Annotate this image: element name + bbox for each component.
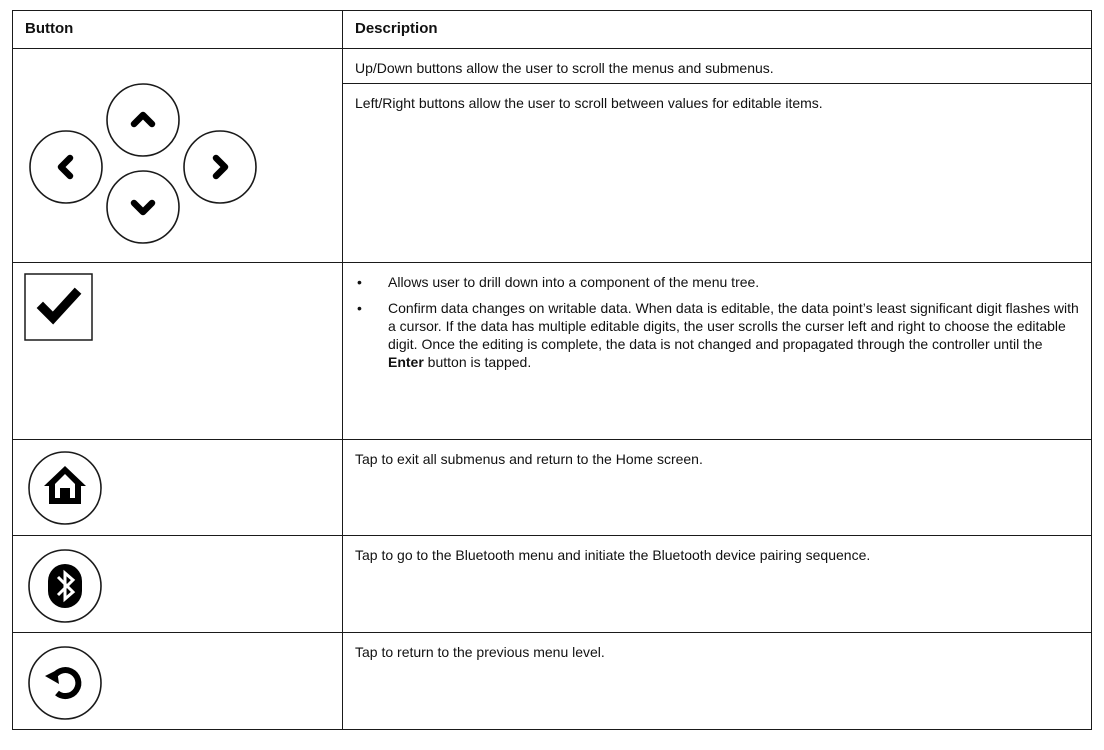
header-button: Button [13,11,343,49]
header-description: Description [343,11,1092,49]
bullet-list [343,263,1091,371]
description-cell [343,263,1092,440]
bullet-item [355,299,1079,371]
description-text: Up/Down buttons allow the user to scroll the menus and submenus. [343,49,1091,84]
enter-keyword: Enter [388,354,424,370]
description-text: Tap to exit all submenus and return to the Home screen. [355,451,703,467]
description-text: Left/Right buttons allow the user to scroll between values for editable items. [355,95,823,111]
bullet-tail: button is tapped. [423,354,532,370]
table-row [13,440,1092,536]
bluetooth-icon [13,536,342,632]
table-header-row [13,11,1092,49]
button-cell [13,263,343,440]
table-row [13,49,1092,263]
navigation-arrows-icon [13,49,342,261]
description-text: Tap to return to the previous menu level. [355,644,605,660]
description-text: Tap to go to the Bluetooth menu and initiate the Bluetooth device pairing sequence. [355,547,871,563]
bullet-text: Allows user to drill down into a component of the menu tree. [388,274,760,290]
bullet-text: Confirm data changes on writable data. When data is editable, the data point’s least significant digit flashes with a cursor. If the data has multiple editable digits, the user scrolls the curser left and right to choose the editable digit. Once the editing is complete, the data is not changed and propagated through the controller until the [388,300,1079,352]
table-row [13,633,1092,730]
back-icon [13,633,342,729]
description-cell [343,633,1092,730]
button-cell [13,49,343,263]
button-cell [13,536,343,633]
table-row [13,536,1092,633]
table-row [13,263,1092,440]
description-cell [343,49,1092,263]
description-cell [343,536,1092,633]
bullet-item [355,273,1079,291]
button-description-table [12,10,1092,730]
description-cell [343,440,1092,536]
button-cell [13,633,343,730]
button-cell [13,440,343,536]
checkmark-icon [13,263,342,343]
home-icon [13,440,342,534]
